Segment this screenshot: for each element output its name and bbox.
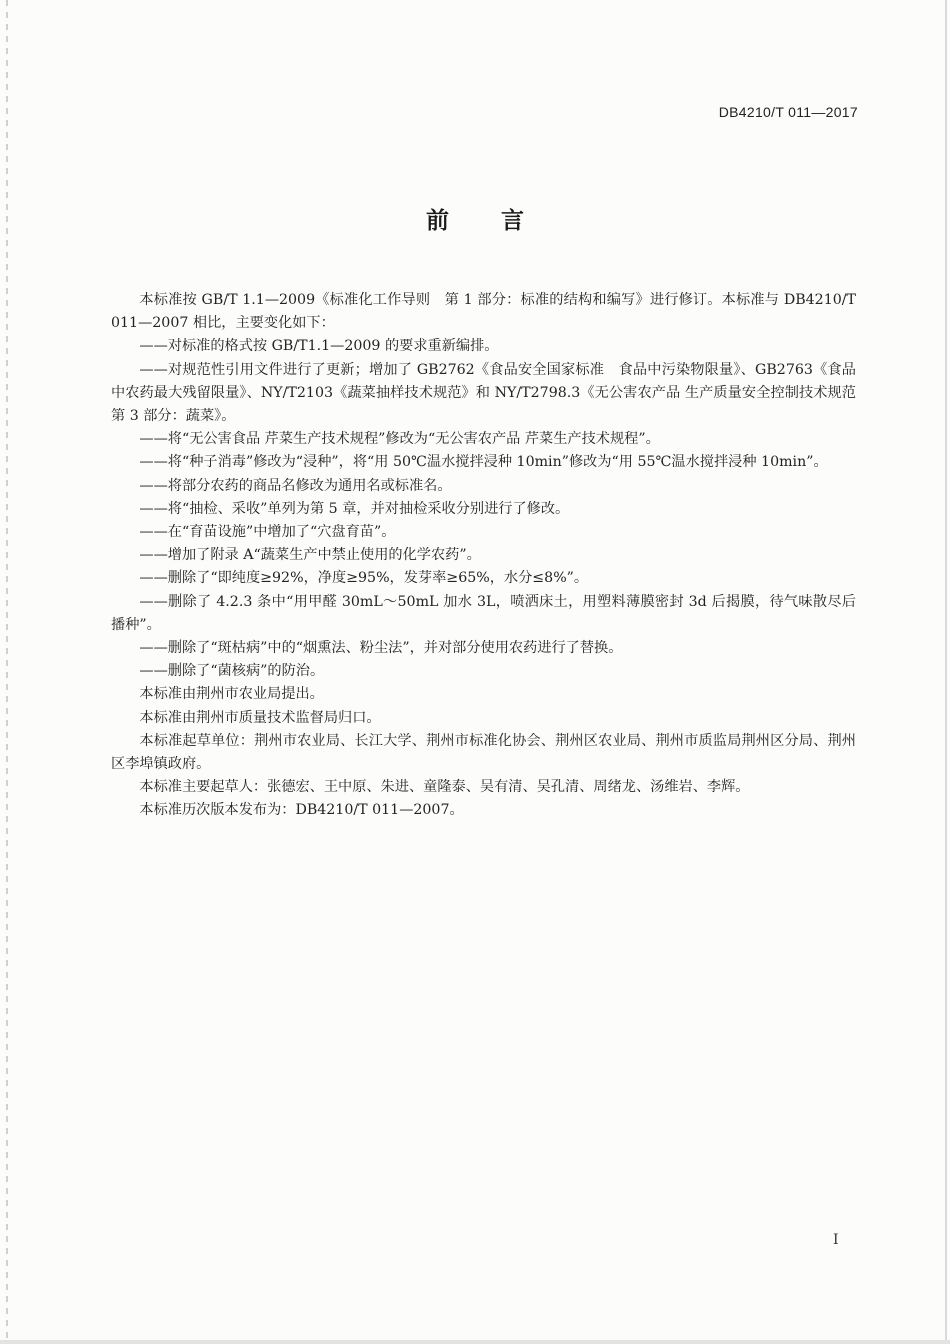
page-title bbox=[0, 202, 950, 235]
foreword-body bbox=[111, 289, 856, 823]
paragraph: 本标准主要起草人：张德宏、王中原、朱进、童隆泰、吴有清、吴孔清、周绪龙、汤维岩、李辉。 bbox=[139, 779, 750, 796]
paragraph: ——将“种子消毒”修改为“浸种”，将“用 50℃温水搅拌浸种 10min”修改为“用 55℃温水搅拌浸种 10min”。 bbox=[139, 454, 828, 471]
paragraph: ——对标准的格式按 GB/T1.1—2009 的要求重新编排。 bbox=[139, 338, 499, 355]
paragraph: ——删除了“斑枯病”中的“烟熏法、粉尘法”，并对部分使用农药进行了替换。 bbox=[139, 640, 623, 657]
paragraph: 本标准历次版本发布为：DB4210/T 011—2007。 bbox=[139, 802, 464, 819]
scan-edge-bottom bbox=[0, 1340, 950, 1344]
title-char-2: 言 bbox=[501, 208, 524, 234]
title-char-1: 前 bbox=[426, 208, 449, 234]
paragraph: ——对规范性引用文件进行了更新；增加了 GB2762《食品安全国家标准 食品中污染物限量》、GB2763《食品中农药最大残留限量》、NY/T2103《蔬菜抽样技术规范》和 NY/T2798.3《无公害农产品 生产质量安全控制技术规范 第 3 部分：蔬菜》。 bbox=[111, 361, 856, 425]
standard-code: DB4210/T 011—2017 bbox=[718, 104, 858, 120]
paragraph: ——删除了“即纯度≥92%，净度≥95%，发芽率≥65%，水分≤8%”。 bbox=[139, 570, 589, 587]
paragraph: ——将部分农药的商品名修改为通用名或标准名。 bbox=[139, 477, 452, 494]
paragraph: 本标准由荆州市质量技术监督局归口。 bbox=[139, 709, 381, 726]
paragraph: ——删除了 4.2.3 条中“用甲醛 30mL～50mL 加水 3L，喷洒床土，用塑料薄膜密封 3d 后揭膜，待气味散尽后播种”。 bbox=[111, 593, 856, 633]
paragraph: ——将“抽检、采收”单列为第 5 章，并对抽检采收分别进行了修改。 bbox=[139, 500, 570, 517]
paragraph: 本标准起草单位：荆州市农业局、长江大学、荆州市标准化协会、荆州区农业局、荆州市质监局荆州区分局、荆州区李埠镇政府。 bbox=[111, 732, 856, 773]
paragraph: ——将“无公害食品 芹菜生产技术规程”修改为“无公害农产品 芹菜生产技术规程”。 bbox=[139, 431, 660, 448]
paragraph: ——增加了附录 A“蔬菜生产中禁止使用的化学农药”。 bbox=[139, 547, 481, 564]
paragraph: 本标准由荆州市农业局提出。 bbox=[139, 686, 324, 703]
page-number: I bbox=[833, 1232, 839, 1248]
paragraph: ——删除了“菌核病”的防治。 bbox=[139, 663, 325, 680]
paragraph: 本标准按 GB/T 1.1—2009《标准化工作导则 第 1 部分：标准的结构和编写》进行修订。本标准与 DB4210/T011—2007 相比，主要变化如下： bbox=[111, 292, 856, 332]
paragraph: ——在“育苗设施”中增加了“穴盘育苗”。 bbox=[139, 524, 396, 541]
